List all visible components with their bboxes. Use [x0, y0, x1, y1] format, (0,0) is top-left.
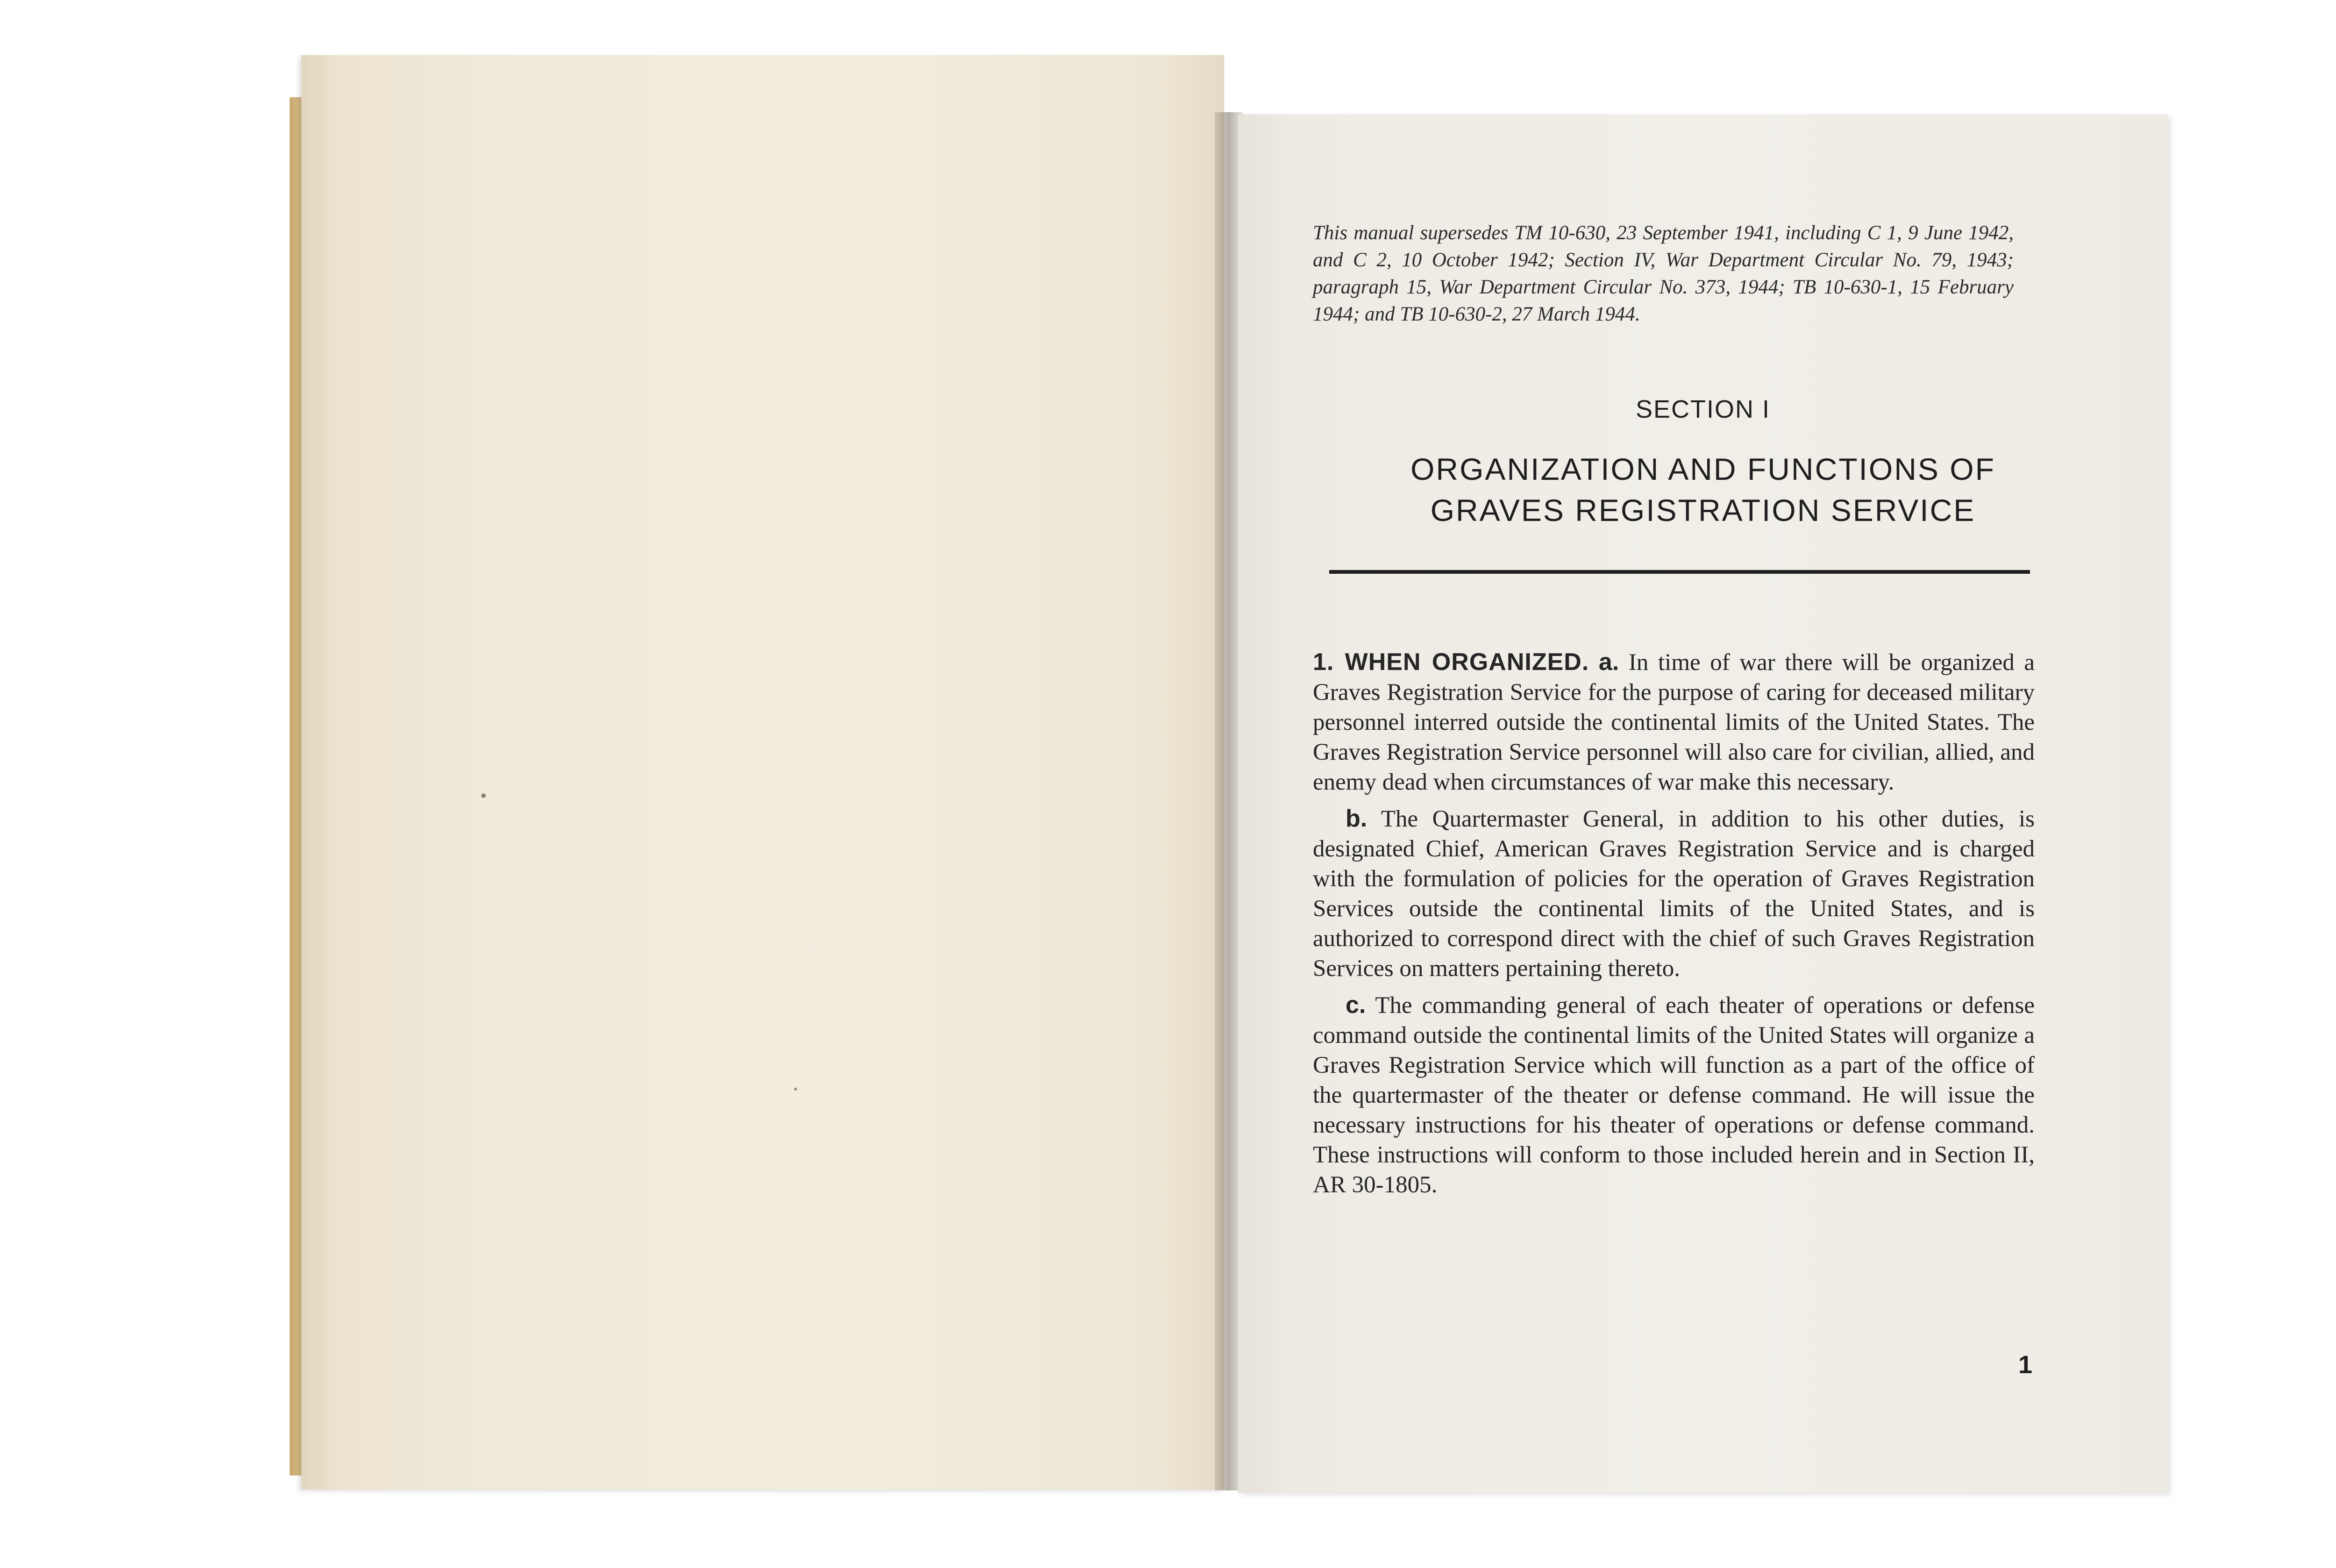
paragraph-1a — [1313, 647, 2035, 797]
subparagraph-text-b: The Quartermaster General, in addition to his other duties, is designated Chief, American Graves Registration Service and is charged with the formulation of policies for the operation of Graves Registration Services outside the continental limits of the United States, and is authorized to correspond direct with the chief of such Graves Registration Services on matters pertaining thereto. — [1313, 806, 2035, 982]
subparagraph-label-a: a. — [1598, 649, 1619, 676]
paper-speck — [794, 1088, 797, 1090]
section-label: SECTION I — [1635, 395, 1771, 423]
right-page — [1238, 114, 2168, 1493]
paragraph-1b — [1313, 804, 2035, 984]
subparagraph-label-c: c. — [1346, 991, 1366, 1019]
section-body — [1313, 647, 2035, 1206]
page-number: 1 — [2018, 1351, 2032, 1379]
subparagraph-text-c: The commanding general of each theater of operations or defense command outside the continental limits of the United States will organize a Graves Registration Service which will function as a part of the office of the quartermaster of the theater or defense command. He will issue the necessary instructions for his theater of operations or defense command. These instructions will conform to those included herein and in Section II, AR 30-1805. — [1313, 992, 2035, 1198]
paper-speck — [481, 793, 486, 798]
paragraph-heading: 1. WHEN ORGANIZED. — [1313, 649, 1589, 676]
supersession-notice: This manual supersedes TM 10-630, 23 September 1941, including C 1, 9 June 1942, and C 2, 10 October 1942; Section IV, War Department Circular No. 79, 1943; paragraph 15, War Department Circular No. 373, 1944; TB 10-630-1, 15 February 1944; and TB 10-630-2, 27 March 1944. — [1313, 222, 2014, 325]
section-divider-rule — [1329, 570, 2030, 574]
subparagraph-text-a: In time of war there will be organized a Graves Registration Service for the purpose of caring for deceased military personnel interred outside the continental limits of the United States. The Graves Registration Service personnel will also care for civilian, allied, and enemy dead when circumstances of war make this necessary. — [1313, 649, 2035, 795]
section-title-line-2: GRAVES REGISTRATION SERVICE — [1430, 493, 1976, 527]
subparagraph-label-b: b. — [1346, 805, 1367, 832]
paragraph-1c — [1313, 990, 2035, 1200]
section-title-line-1: ORGANIZATION AND FUNCTIONS OF — [1410, 452, 1995, 486]
section-title — [1238, 449, 2168, 531]
left-page-blank — [301, 55, 1224, 1490]
